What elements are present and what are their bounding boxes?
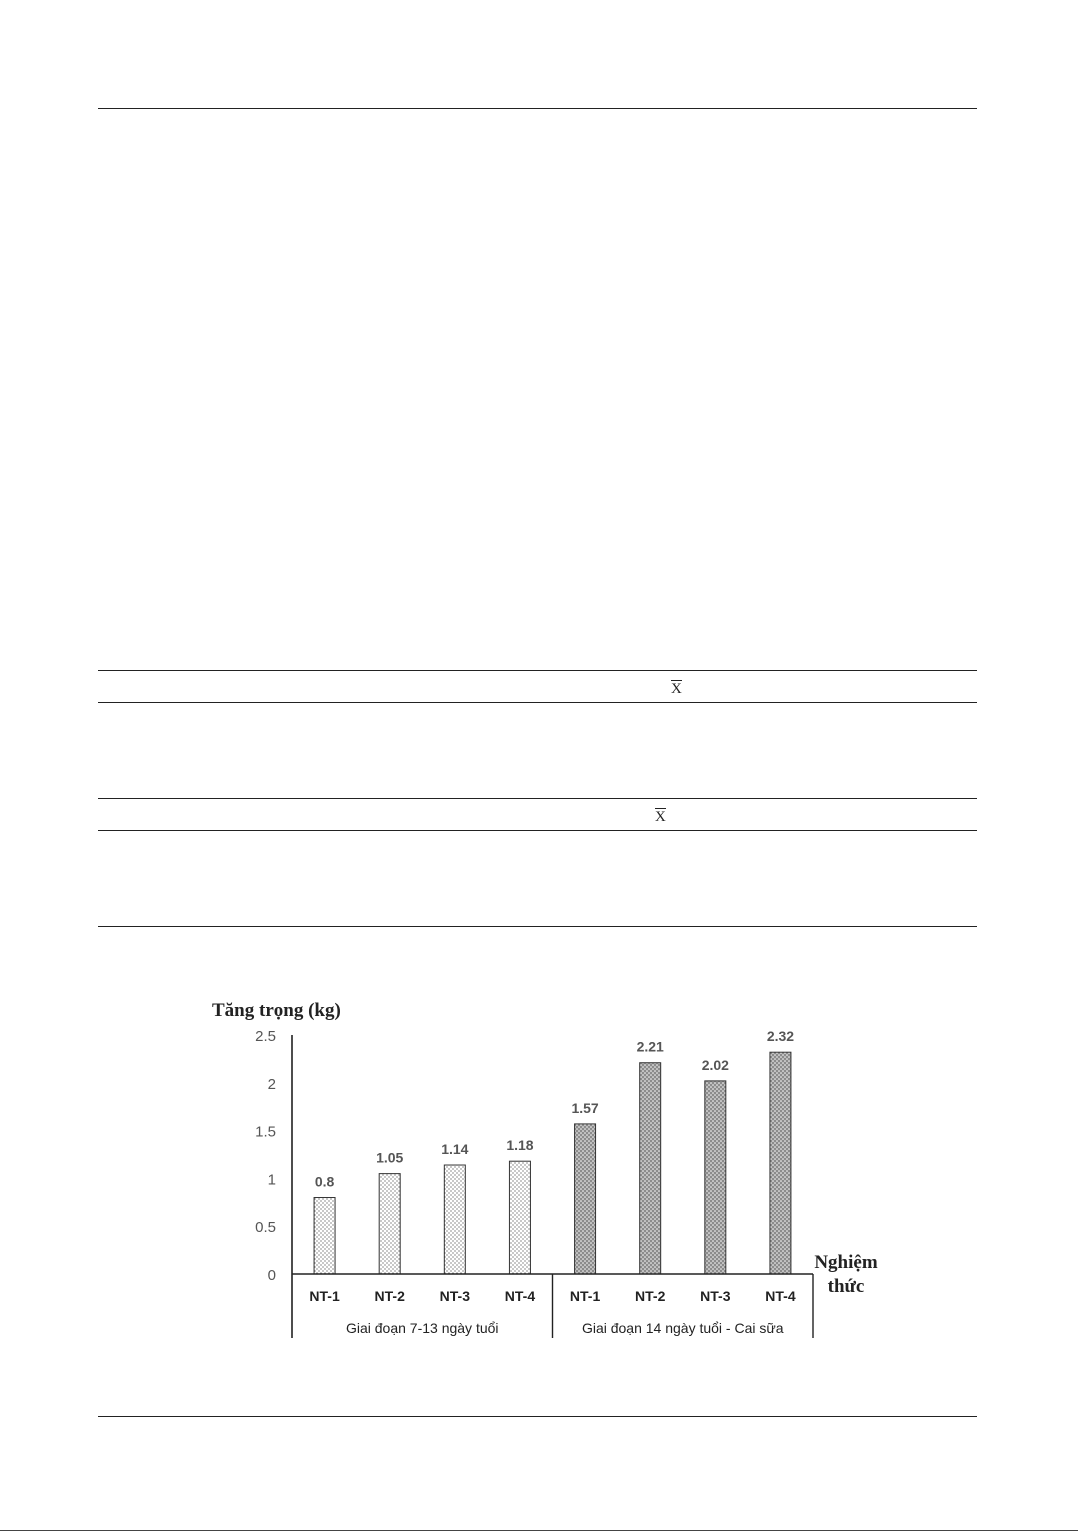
x-tick-label: NT-4 [765, 1288, 796, 1304]
x-axis-groups [346, 1320, 784, 1336]
x-axis-title-line2: thức [827, 1276, 865, 1297]
page-footer-rule [0, 1530, 1078, 1531]
bar-value-label: 0.8 [314, 1173, 335, 1190]
bar-value-label: 1.05 [376, 1149, 404, 1166]
y-tick-label: 2.5 [255, 1028, 276, 1045]
bar [770, 1052, 791, 1274]
y-tick-label: 2 [267, 1075, 276, 1093]
bar [509, 1161, 530, 1274]
y-tick-label: 0 [267, 1267, 276, 1284]
axes [292, 1035, 813, 1338]
x-tick-label: NT-2 [374, 1288, 405, 1304]
bar [314, 1198, 335, 1274]
bar [444, 1165, 465, 1274]
bar-value-label: 2.32 [766, 1028, 795, 1045]
x-axis-title-line1: Nghiệm [814, 1252, 878, 1273]
bar-value-label: 1.14 [441, 1141, 469, 1158]
y-axis-ticks [255, 1028, 276, 1284]
bar [575, 1124, 596, 1274]
x-tick-label: NT-3 [439, 1288, 470, 1304]
bar-value-label: 2.21 [636, 1038, 664, 1055]
bar [640, 1063, 661, 1274]
bar-value-label: 1.18 [506, 1137, 534, 1154]
bar-value-label: 1.57 [571, 1099, 599, 1116]
x-tick-label: NT-2 [635, 1288, 666, 1304]
x-tick-label: NT-1 [569, 1288, 601, 1304]
bottom-rule [98, 1416, 977, 1417]
mean-symbol-2-text: X [655, 809, 666, 825]
group-label: Giai đoạn 7-13 ngày tuổi [345, 1320, 499, 1336]
y-axis-title: Tăng trọng (kg) [212, 1000, 341, 1021]
bars [314, 1028, 794, 1274]
y-tick-label: 1.5 [255, 1123, 276, 1141]
bar-value-label: 2.02 [701, 1056, 729, 1073]
y-tick-label: 1 [267, 1171, 276, 1189]
bar [705, 1081, 726, 1274]
bar [379, 1174, 400, 1274]
mean-symbol-1-text: X [671, 681, 682, 697]
x-tick-label: NT-1 [309, 1288, 340, 1304]
group-label: Giai đoạn 14 ngày tuổi - Cai sữa [581, 1320, 784, 1336]
y-tick-label: 0.5 [255, 1219, 276, 1237]
x-tick-label: NT-4 [504, 1288, 536, 1304]
x-tick-label: NT-3 [700, 1288, 731, 1304]
